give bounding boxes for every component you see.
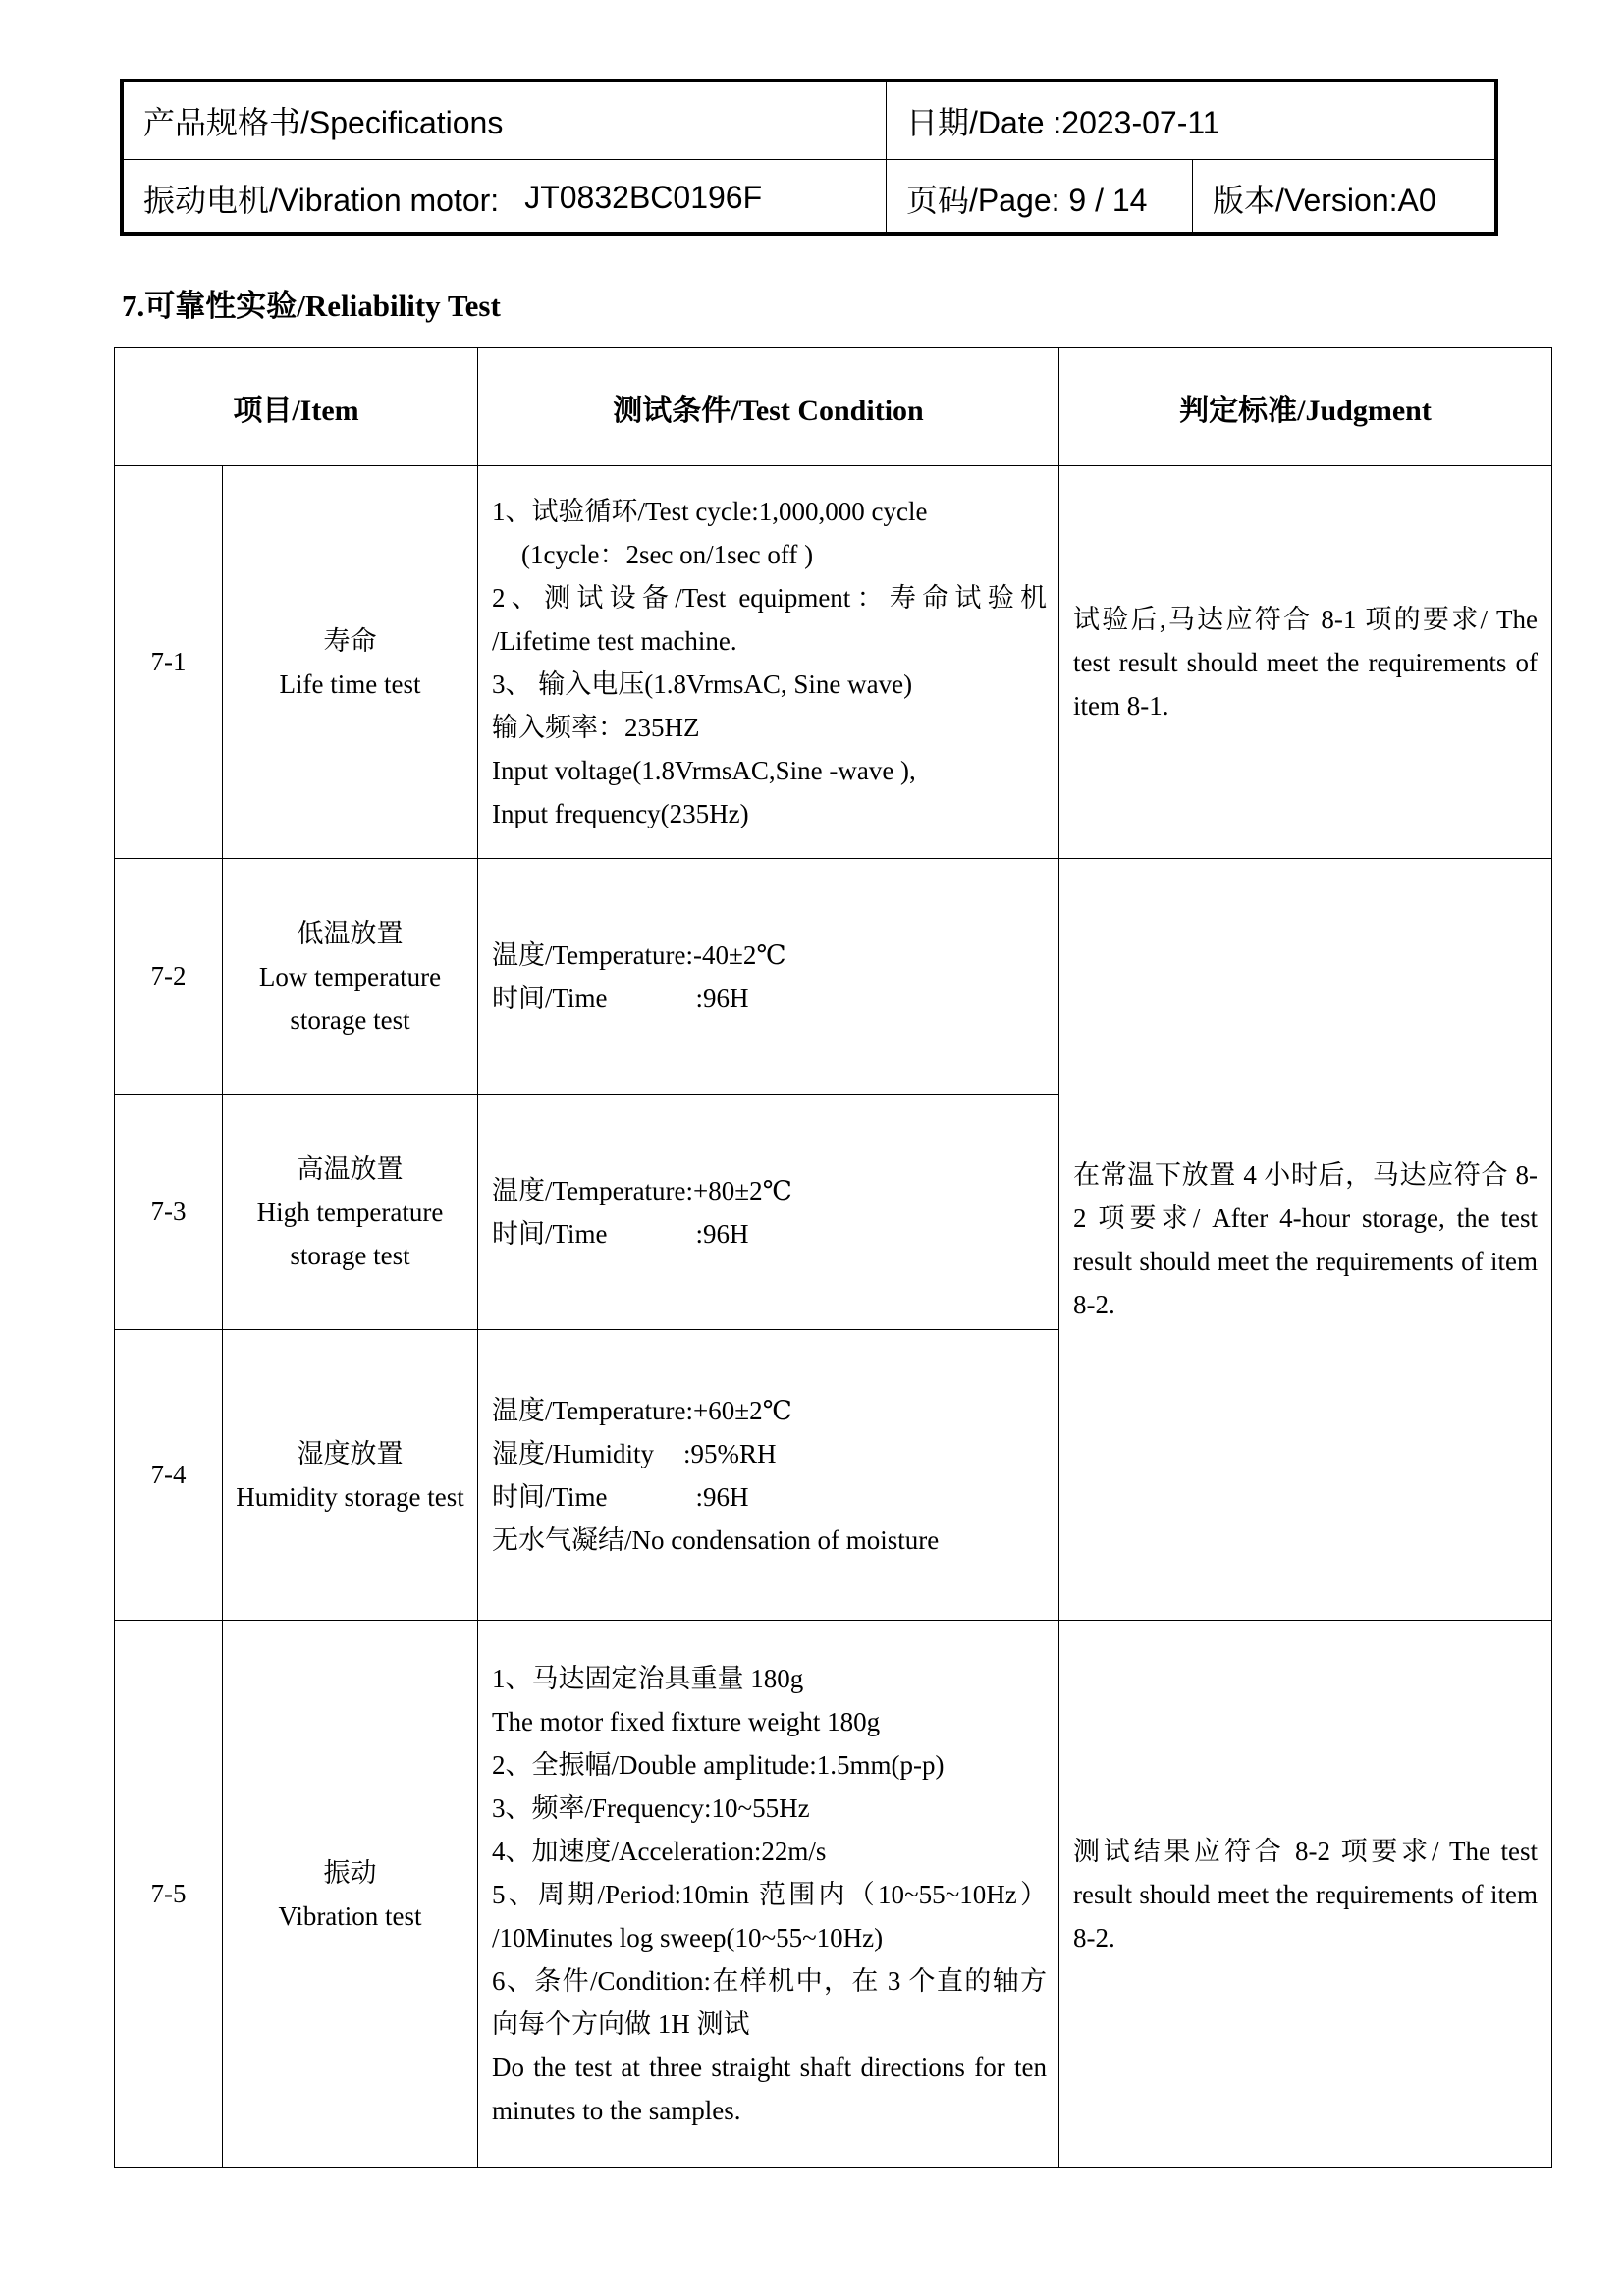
page-number: 页码/Page: 9 / 14: [886, 159, 1192, 236]
row-number: 7-2: [115, 859, 223, 1095]
row-number: 7-5: [115, 1621, 223, 2168]
table-header-row: [115, 348, 1552, 466]
date-field: 日期/Date :2023-07-11: [886, 82, 1494, 159]
header-condition: 测试条件/Test Condition: [478, 348, 1059, 466]
condition-value: :96H: [695, 1218, 749, 1249]
condition-line: Do the test at three straight shaft directions for ten minutes to the samples.: [492, 2052, 1047, 2125]
condition-line: 1、试验循环/Test cycle:1,000,000 cycle: [492, 496, 928, 526]
table-row: [115, 466, 1552, 859]
header-item: 项目/Item: [115, 348, 478, 466]
item-name-cn: 湿度放置: [297, 1438, 404, 1468]
condition-line: 6、条件/Condition:在样机中，在 3 个直的轴方向每个方向做 1H 测试: [492, 1965, 1047, 2039]
condition-line: The motor fixed fixture weight 180g: [492, 1706, 881, 1736]
reliability-test-table: [114, 347, 1552, 2168]
condition-line: 3、 输入电压(1.8VrmsAC, Sine wave): [492, 668, 913, 699]
condition-line: (1cycle：2sec on/1sec off ): [521, 539, 814, 569]
condition-line: [492, 1432, 1047, 1475]
condition-line: 5、周期/Period:10min 范围内（10~55~10Hz） /10Minutes log sweep(10~55~10Hz): [492, 1879, 1047, 1952]
condition-line: 温度/Temperature:+80±2℃: [492, 1175, 792, 1205]
item-name-en: Vibration test: [278, 1900, 422, 1931]
condition-line: 无水气凝结/No condensation of moisture: [492, 1524, 940, 1555]
condition-line: 4、加速度/Acceleration:22m/s: [492, 1836, 827, 1866]
item-name: [223, 1621, 478, 2168]
test-condition: [478, 466, 1059, 859]
row-number: 7-4: [115, 1330, 223, 1621]
spec-title: 产品规格书/Specifications: [143, 105, 504, 140]
item-name-en: Life time test: [279, 668, 421, 699]
condition-value: :96H: [695, 983, 749, 1013]
condition-line: 温度/Temperature:-40±2℃: [492, 939, 786, 970]
item-name-en: Humidity storage test: [236, 1481, 464, 1512]
condition-line: [492, 1475, 1047, 1519]
table-row: [115, 859, 1552, 1095]
judgment-text: 测试结果应符合 8-2 项要求/ The test result should meet the requirements of item 8-2.: [1059, 1621, 1552, 2168]
judgment-text: 试验后,马达应符合 8-1 项的要求/ The test result should meet the requirements of item 8-1.: [1059, 466, 1552, 859]
condition-line: [492, 1212, 1047, 1255]
version-field: 版本/Version:A0: [1192, 159, 1494, 236]
condition-line: Input frequency(235Hz): [492, 798, 749, 828]
table-row: [115, 1621, 1552, 2168]
judgment-text: 在常温下放置 4 小时后，马达应符合 8-2 项要求/ After 4-hour storage, the test result should meet the requirements of item 8-2.: [1059, 859, 1552, 1621]
row-number: 7-3: [115, 1095, 223, 1330]
item-name-cn: 低温放置: [297, 918, 404, 948]
item-name-en: Low temperature storage test: [258, 961, 442, 1035]
condition-value: :96H: [695, 1481, 749, 1512]
condition-key: 时间/Time: [492, 1481, 608, 1512]
test-condition: [478, 1330, 1059, 1621]
condition-line: 2、测试设备/Test equipment：寿命试验机 /Lifetime test machine.: [492, 582, 1047, 656]
condition-key: 时间/Time: [492, 983, 608, 1013]
motor-field: [124, 159, 886, 236]
item-name: [223, 466, 478, 859]
test-condition: [478, 859, 1059, 1095]
item-name-cn: 高温放置: [297, 1153, 404, 1184]
test-condition: [478, 1621, 1059, 2168]
condition-value: :95%RH: [683, 1438, 777, 1468]
item-name: [223, 1095, 478, 1330]
header-judgment: 判定标准/Judgment: [1059, 348, 1552, 466]
item-name-cn: 寿命: [323, 625, 377, 656]
condition-line: 1、马达固定治具重量 180g: [492, 1663, 804, 1693]
condition-line: 输入频率：235HZ: [492, 712, 700, 742]
condition-key: 时间/Time: [492, 1218, 608, 1249]
row-number: 7-1: [115, 466, 223, 859]
item-name-en: High temperature storage test: [256, 1197, 444, 1270]
condition-key: 湿度/Humidity: [492, 1438, 655, 1468]
item-name-cn: 振动: [323, 1857, 377, 1888]
condition-line: 温度/Temperature:+60±2℃: [492, 1395, 792, 1425]
condition-line: 3、频率/Frequency:10~55Hz: [492, 1792, 810, 1823]
item-name: [223, 1330, 478, 1621]
section-title: 7.可靠性实验/Reliability Test: [122, 289, 501, 323]
item-name: [223, 859, 478, 1095]
condition-line: Input voltage(1.8VrmsAC,Sine -wave ),: [492, 755, 916, 785]
motor-label: 振动电机/Vibration motor:: [143, 182, 500, 218]
motor-model: JT0832BC0196F: [524, 180, 763, 215]
condition-line: 2、全振幅/Double amplitude:1.5mm(p-p): [492, 1749, 945, 1780]
test-condition: [478, 1095, 1059, 1330]
spec-header-box: [120, 79, 1498, 236]
condition-line: [492, 977, 1047, 1020]
